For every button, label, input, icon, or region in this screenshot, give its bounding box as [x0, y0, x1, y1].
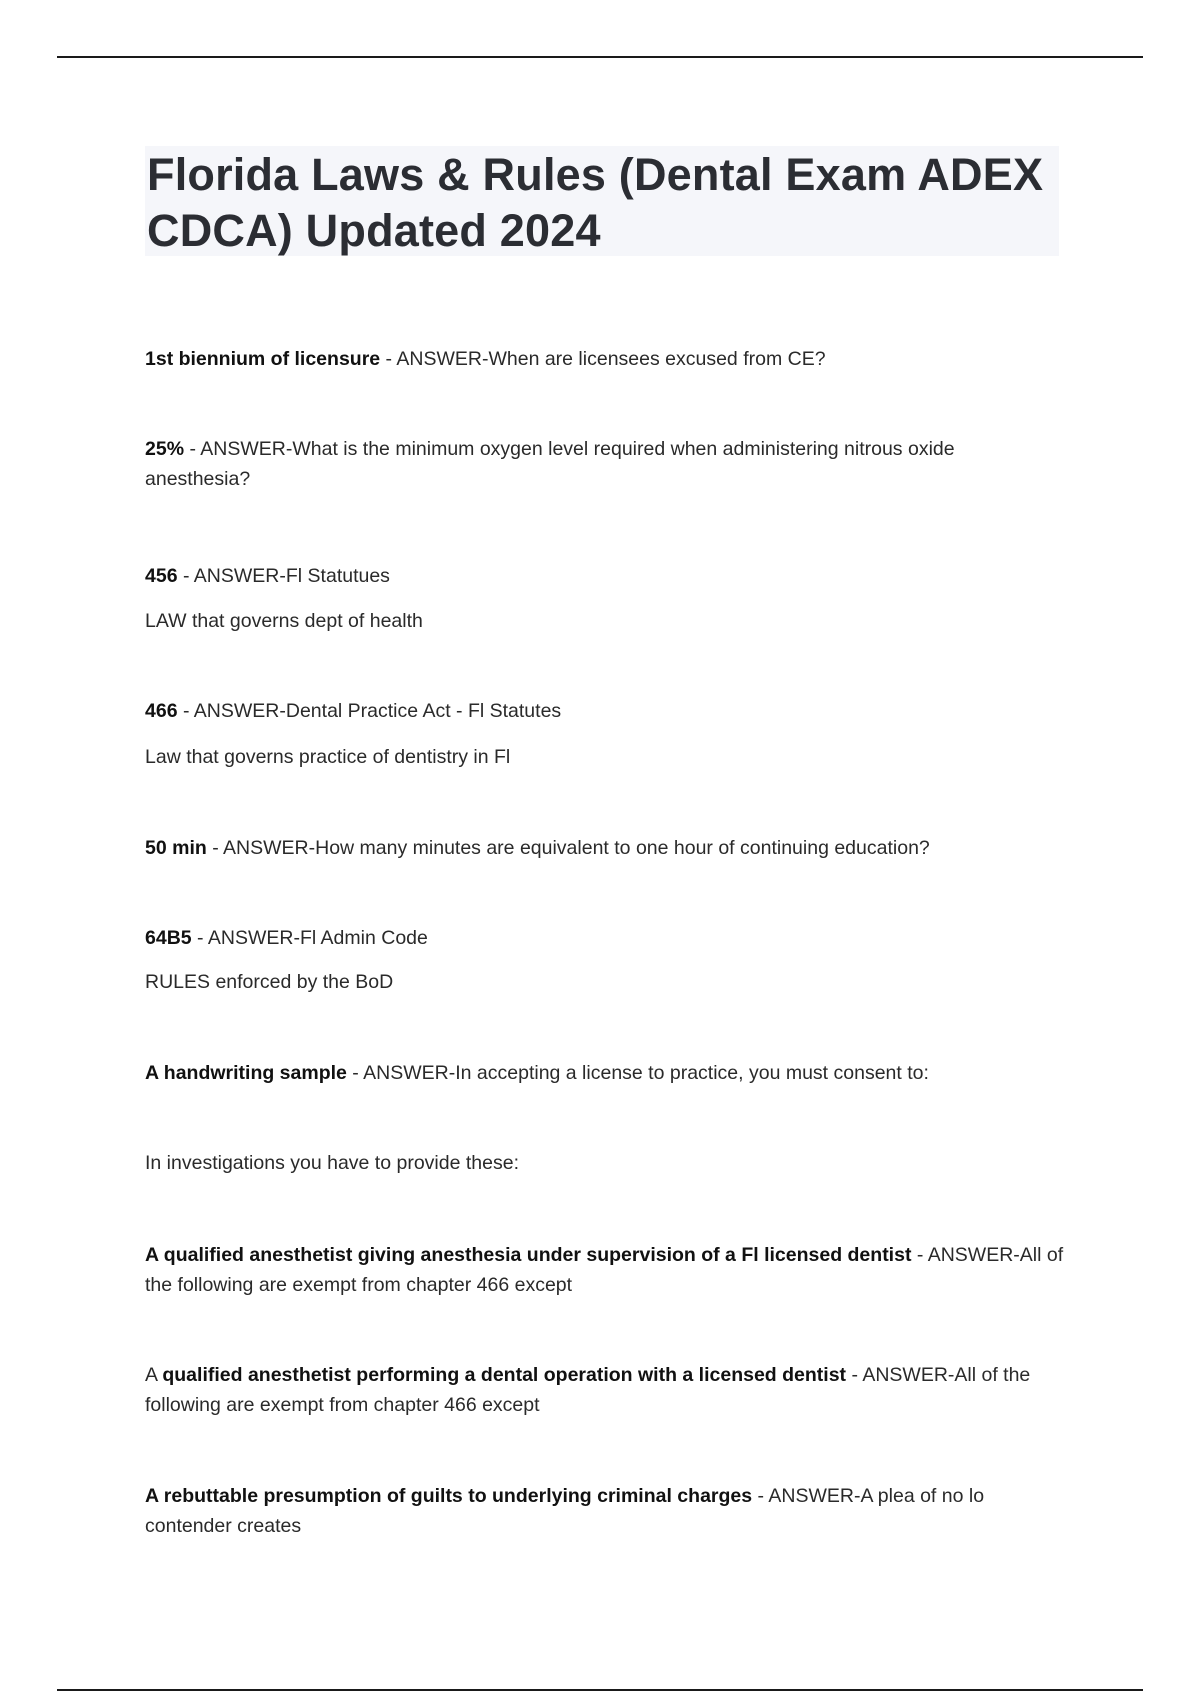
entry-term: 466: [145, 700, 178, 722]
qa-entry: [145, 923, 1065, 997]
entry-term: 25%: [145, 438, 185, 460]
qa-entry: [145, 344, 1065, 374]
top-rule: [57, 56, 1143, 58]
qa-entry: [145, 434, 1065, 494]
qa-entry: [145, 1481, 1065, 1541]
entry-answer: - ANSWER-All of the following are exempt from chapter 466 except: [145, 1244, 1064, 1296]
entry-answer: - ANSWER-When are licensees excused from CE?: [380, 348, 826, 370]
entry-term: A handwriting sample: [145, 1062, 347, 1084]
bottom-rule: [57, 1689, 1143, 1691]
qa-entry: [145, 696, 1065, 772]
entry-term: A qualified anesthetist giving anesthesia under supervision of a Fl licensed dentist: [145, 1244, 912, 1266]
document-title: Florida Laws & Rules (Dental Exam ADEX CDCA) Updated 2024: [147, 149, 1044, 256]
qa-entry: [145, 833, 1065, 863]
qa-entry: [145, 1240, 1065, 1300]
entry-answer: - ANSWER-Fl Admin Code: [191, 927, 428, 949]
qa-entry: [145, 1148, 1065, 1178]
entry-prefix: A: [145, 1364, 163, 1386]
title-block: [145, 146, 1059, 256]
entry-answer: - ANSWER-What is the minimum oxygen level required when administering nitrous oxide anesthesia?: [145, 438, 955, 490]
entry-answer: - ANSWER-In accepting a license to practice, you must consent to:: [346, 1062, 929, 1084]
qa-entry: [145, 561, 1065, 636]
qa-entry: [145, 1058, 1065, 1088]
entry-answer: - ANSWER-A plea of no lo contender creates: [145, 1485, 985, 1537]
entry-term: 456: [145, 565, 178, 587]
entry-term: 64B5: [145, 927, 192, 949]
entry-answer: - ANSWER-How many minutes are equivalent to one hour of continuing education?: [206, 837, 930, 859]
entry-term: 50 min: [145, 837, 207, 859]
entry-note: Law that governs practice of dentistry in Fl: [145, 746, 511, 768]
qa-entry: [145, 1360, 1065, 1420]
entry-answer: - ANSWER-Dental Practice Act - Fl Statutes: [177, 700, 562, 722]
entry-term: A rebuttable presumption of guilts to underlying criminal charges: [145, 1485, 753, 1507]
entry-note: LAW that governs dept of health: [145, 610, 423, 632]
entry-answer: In investigations you have to provide these:: [145, 1152, 519, 1174]
entry-term: qualified anesthetist performing a dental operation with a licensed dentist: [162, 1364, 847, 1386]
entry-answer: - ANSWER-Fl Statutues: [177, 565, 390, 587]
entry-note: RULES enforced by the BoD: [145, 971, 394, 993]
entry-term: 1st biennium of licensure: [145, 348, 381, 370]
entry-answer: - ANSWER-All of the following are exempt from chapter 466 except: [145, 1364, 1031, 1416]
